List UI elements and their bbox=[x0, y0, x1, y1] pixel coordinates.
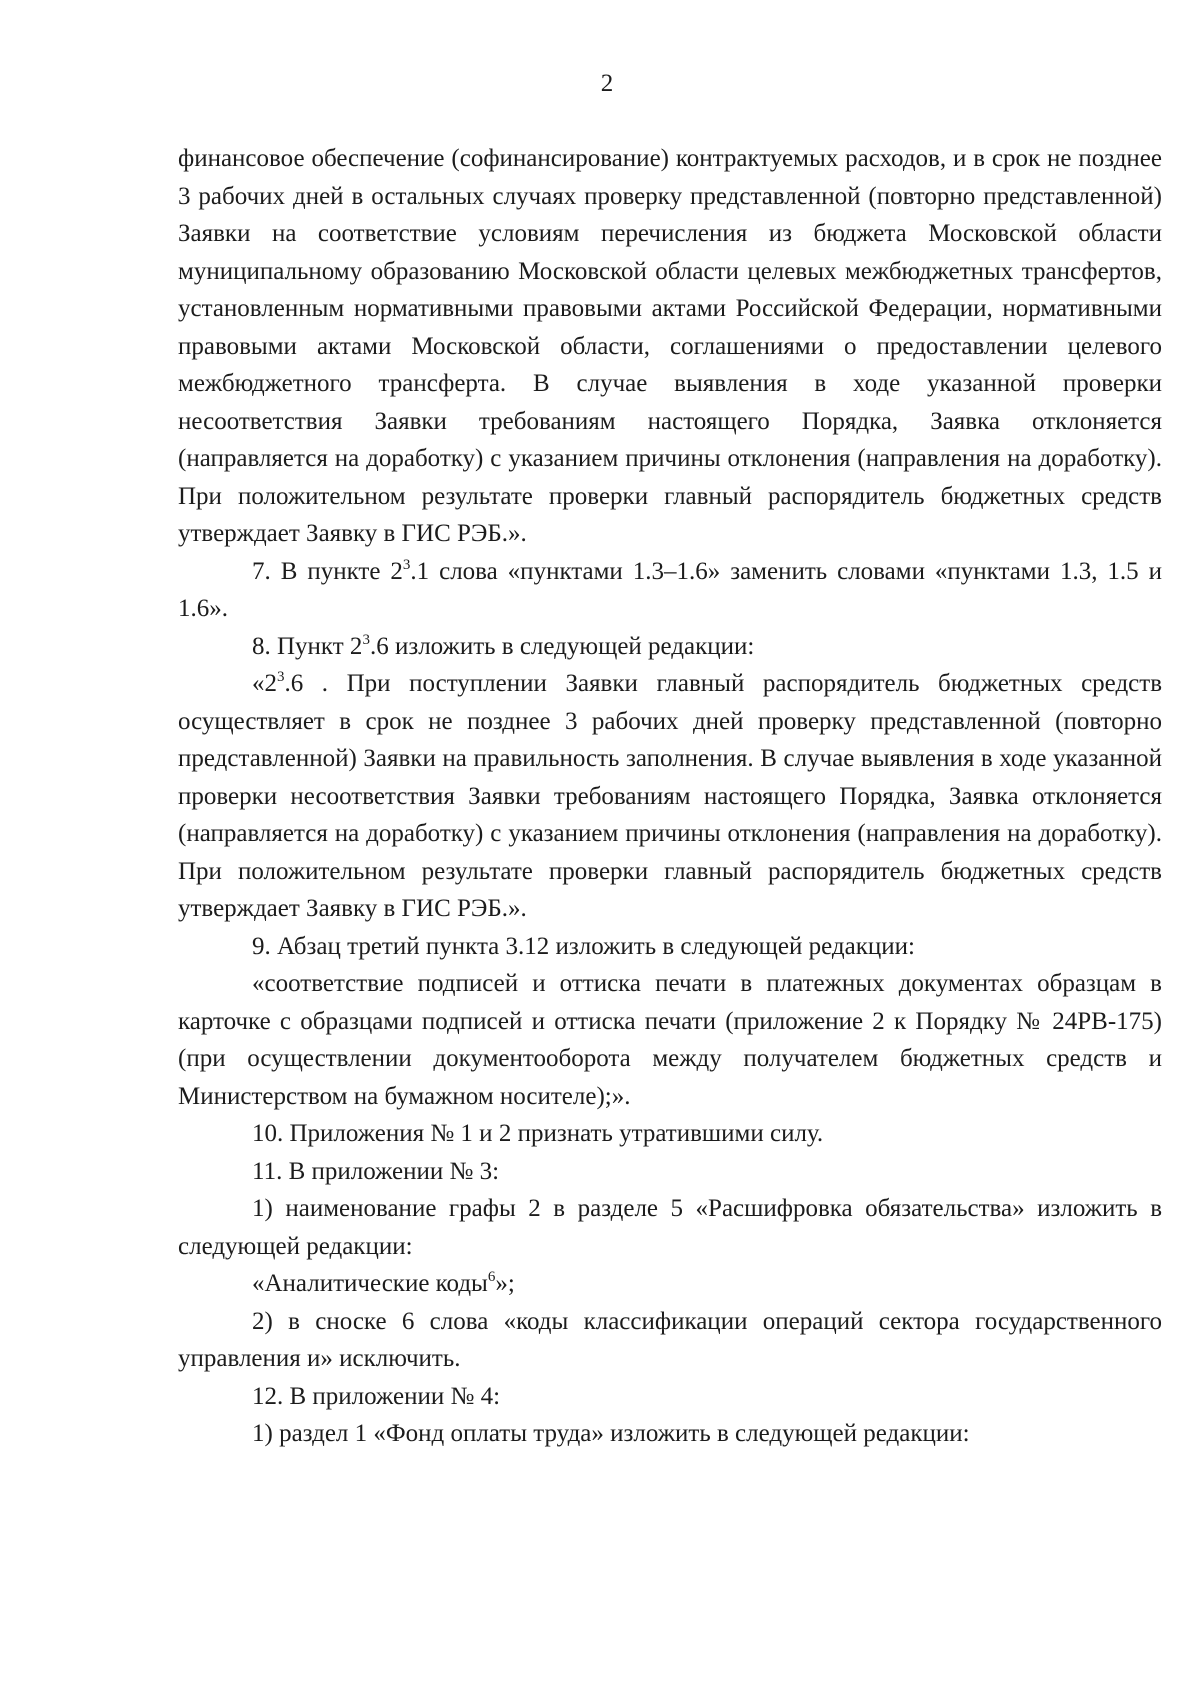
quote-11-1-superscript: 6 bbox=[487, 1269, 496, 1285]
item-7-text-after: .1 слова «пунктами 1.3–1.6» заменить словами «пунктами 1.3, 1.5 и 1.6». bbox=[178, 557, 1162, 622]
paragraph-item-8 bbox=[178, 628, 1162, 666]
quote-8-superscript: 3 bbox=[277, 669, 285, 685]
paragraph-continuation: финансовое обеспечение (софинансирование) контрактуемых расходов, и в срок не позднее 3 рабочих дней в остальных случаях проверку представленной (повторно представленной) Заявки на соответствие условиям перечисления из бюджета Московской области муниципальному образованию Московской области целевых межбюджетных трансфертов, установленным нормативными правовыми актами Российской Федерации, нормативными правовыми актами Московской области, соглашениями о предоставлении целевого межбюджетного трансферта. В случае выявления в ходе указанной проверки несоответствия Заявки требованиям настоящего Порядка, Заявка отклоняется (направляется на доработку) с указанием причины отклонения (направления на доработку). При положительном результате проверки главный распорядитель бюджетных средств утверждает Заявку в ГИС РЭБ.». bbox=[178, 145, 1162, 547]
paragraph-quote-9: «соответствие подписей и оттиска печати в платежных документах образцам в карточке с образцами подписей и оттиска печати (приложение 2 к Порядку № 24РВ-175) (при осуществлении документооборота между получателем бюджетных средств и Министерством на бумажном носителе);». bbox=[178, 970, 1162, 1110]
item-8-text-before: 8. Пункт 2 bbox=[252, 632, 363, 660]
quote-11-1-text-before: «Аналитические коды bbox=[252, 1270, 488, 1297]
page-number: 2 bbox=[600, 70, 614, 97]
quote-11-1-text-after: »; bbox=[495, 1270, 515, 1297]
quote-8-text-before: «2 bbox=[252, 670, 277, 697]
paragraph-item-11-1: 1) наименование графы 2 в разделе 5 «Расшифровка обязательства» изложить в следующей редакции: bbox=[178, 1195, 1162, 1260]
item-7-superscript: 3 bbox=[402, 556, 411, 573]
item-7-text-before: 7. В пункте 2 bbox=[252, 557, 403, 585]
paragraph-item-7 bbox=[178, 553, 1162, 628]
document-body bbox=[178, 140, 1162, 1453]
paragraph-item-12: 12. В приложении № 4: bbox=[252, 1382, 501, 1410]
quote-8-text-after: .6 . При поступлении Заявки главный распорядитель бюджетных средств осуществляет в срок не позднее 3 рабочих дней проверку представленной (повторно представленной) Заявки на правильность заполнения. В случае выявления в ходе указанной проверки несоответствия Заявки требованиям настоящего Порядка, Заявка отклоняется (направляется на доработку) с указанием причины отклонения (направления на доработку). При положительном результате проверки главный распорядитель бюджетных средств утверждает Заявку в ГИС РЭБ.». bbox=[178, 670, 1162, 922]
paragraph-item-9: 9. Абзац третий пункта 3.12 изложить в следующей редакции: bbox=[252, 932, 915, 960]
paragraph-item-11: 11. В приложении № 3: bbox=[252, 1157, 500, 1185]
paragraph-item-11-2: 2) в сноске 6 слова «коды классификации операций сектора государственного управления и» исключить. bbox=[178, 1307, 1162, 1372]
paragraph-quote-11-1 bbox=[178, 1265, 1162, 1303]
paragraph-item-10: 10. Приложения № 1 и 2 признать утратившими силу. bbox=[252, 1120, 824, 1147]
paragraph-quote-8 bbox=[178, 665, 1162, 928]
paragraph-item-12-1: 1) раздел 1 «Фонд оплаты труда» изложить в следующей редакции: bbox=[252, 1420, 970, 1447]
item-8-superscript: 3 bbox=[362, 631, 370, 648]
item-8-text-after: .6 изложить в следующей редакции: bbox=[369, 632, 755, 660]
